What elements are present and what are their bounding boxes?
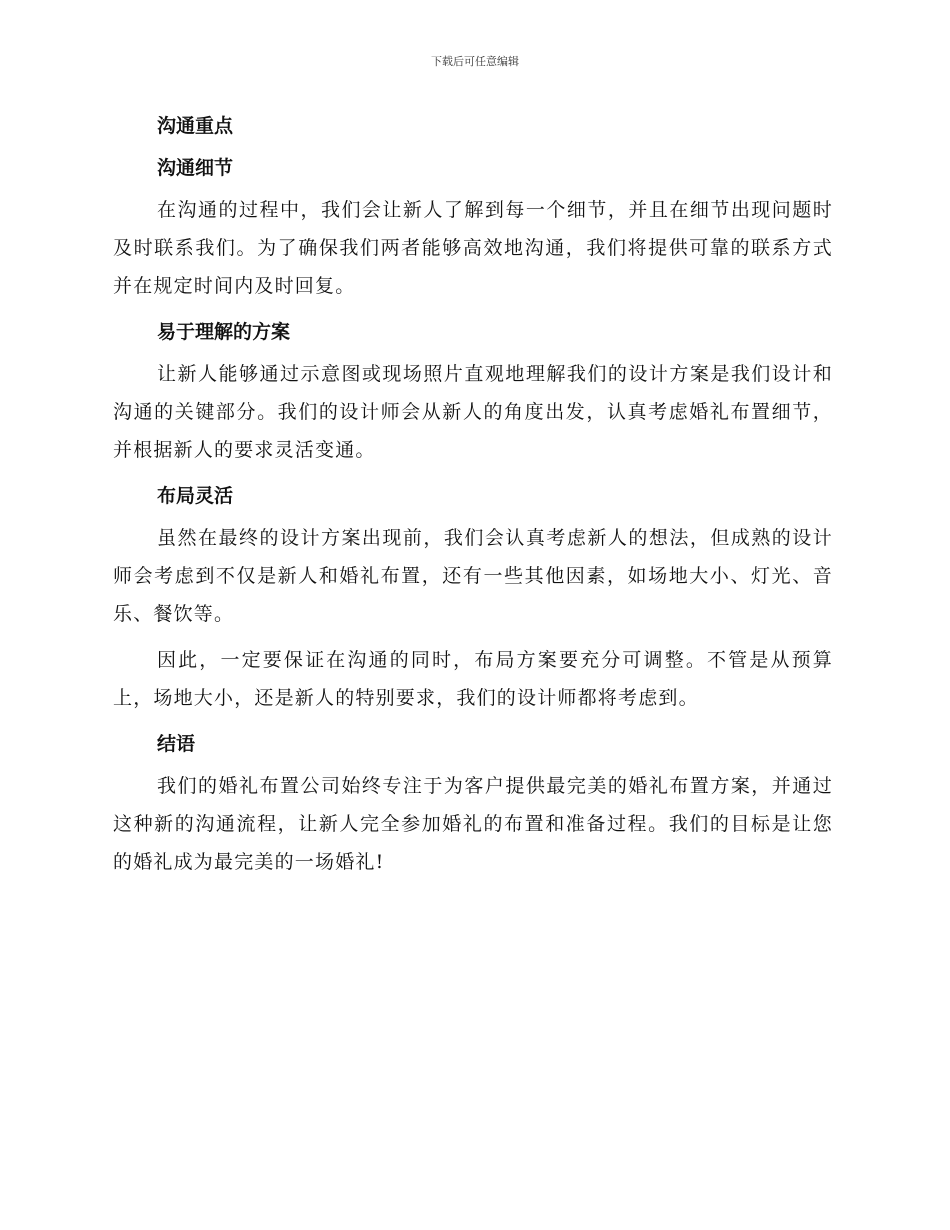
section-heading-communication-focus: 沟通重点 [157,115,234,137]
paragraph-easy-plan: 让新人能够通过示意图或现场照片直观地理解我们的设计方案是我们设计和沟通的关键部分。我们的设计师会从新人的角度出发，认真考虑婚礼布置细节，并根据新人的要求灵活变通。 [113,363,833,461]
paragraph-flexible-layout-2: 因此，一定要保证在沟通的同时，布局方案要充分可调整。不管是从预算上，场地大小，还是新人的特别要求，我们的设计师都将考虑到。 [113,649,833,709]
header-note: 下载后可任意编辑 [431,55,519,68]
paragraph-conclusion: 我们的婚礼布置公司始终专注于为客户提供最完美的婚礼布置方案，并通过这种新的沟通流程，让新人完全参加婚礼的布置和准备过程。我们的目标是让您的婚礼成为最完美的一场婚礼! [113,775,833,873]
section-heading-easy-plan: 易于理解的方案 [157,321,291,343]
paragraph-flexible-layout-1: 虽然在最终的设计方案出现前，我们会认真考虑新人的想法，但成熟的设计师会考虑到不仅是新人和婚礼布置，还有一些其他因素，如场地大小、灯光、音乐、餐饮等。 [113,527,833,625]
section-heading-conclusion: 结语 [157,733,196,755]
paragraph-communication-details: 在沟通的过程中，我们会让新人了解到每一个细节，并且在细节出现问题时及时联系我们。为了确保我们两者能够高效地沟通，我们将提供可靠的联系方式并在规定时间内及时回复。 [113,199,833,297]
section-heading-communication-details: 沟通细节 [157,157,234,179]
document-body [113,107,833,889]
section-heading-flexible-layout: 布局灵活 [157,485,234,507]
